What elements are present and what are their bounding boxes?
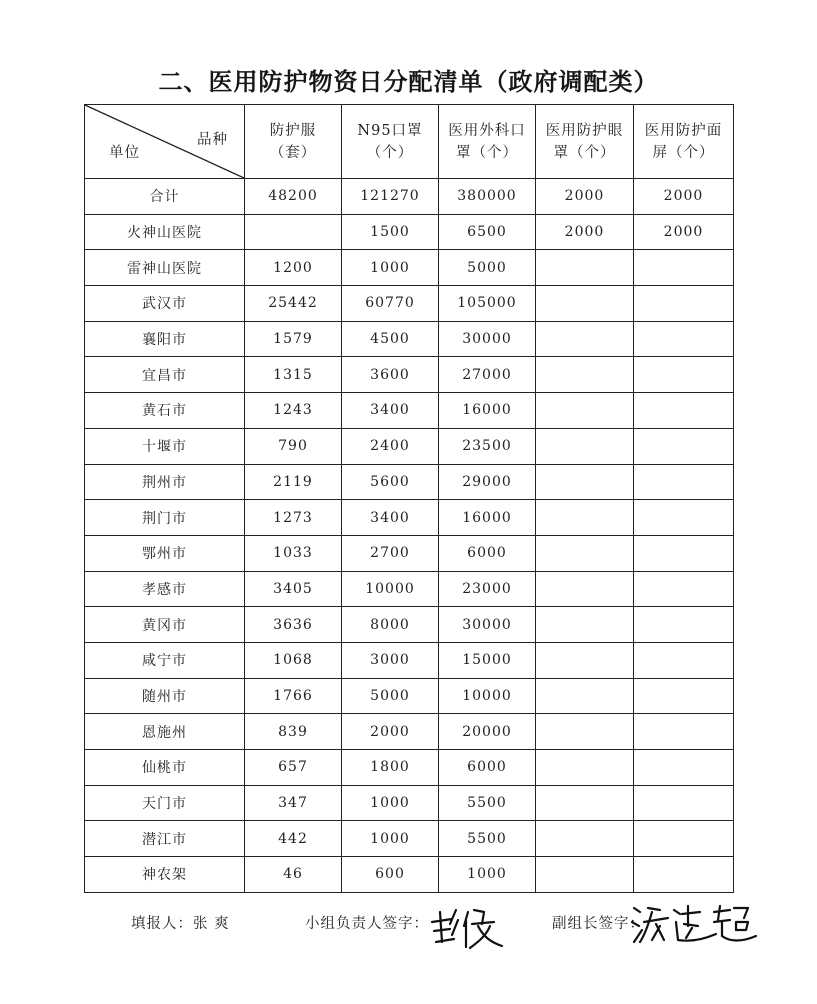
value-cell <box>634 642 734 678</box>
value-cell: 3000 <box>342 642 439 678</box>
table-row <box>85 214 734 250</box>
value-cell: 1000 <box>439 857 536 893</box>
table-row <box>85 428 734 464</box>
value-cell: 6000 <box>439 535 536 571</box>
value-cell: 1243 <box>245 393 342 429</box>
value-cell: 20000 <box>439 714 536 750</box>
unit-cell: 武汉市 <box>85 286 245 322</box>
value-cell: 442 <box>245 821 342 857</box>
value-cell <box>536 500 634 536</box>
value-cell: 5500 <box>439 785 536 821</box>
table-row <box>85 464 734 500</box>
unit-cell: 宜昌市 <box>85 357 245 393</box>
table-row <box>85 321 734 357</box>
column-header-line2: 罩（个） <box>456 144 518 161</box>
value-cell: 6500 <box>439 214 536 250</box>
value-cell: 2000 <box>536 214 634 250</box>
value-cell <box>634 535 734 571</box>
value-cell <box>536 607 634 643</box>
column-header-line2: 罩（个） <box>553 144 616 161</box>
value-cell: 839 <box>245 714 342 750</box>
value-cell <box>536 642 634 678</box>
value-cell: 2119 <box>245 464 342 500</box>
column-header <box>439 105 536 179</box>
value-cell: 16000 <box>439 393 536 429</box>
table-row <box>85 179 734 215</box>
footer <box>0 912 817 972</box>
value-cell: 1500 <box>342 214 439 250</box>
value-cell <box>634 821 734 857</box>
column-header-line2: （个） <box>366 144 414 161</box>
unit-cell: 合计 <box>85 179 245 215</box>
column-header <box>342 105 439 179</box>
value-cell: 5000 <box>342 678 439 714</box>
column-header <box>536 105 634 179</box>
table-row <box>85 286 734 322</box>
value-cell: 15000 <box>439 642 536 678</box>
value-cell <box>634 286 734 322</box>
value-cell: 121270 <box>342 179 439 215</box>
table-row <box>85 393 734 429</box>
value-cell <box>634 357 734 393</box>
table-row <box>85 750 734 786</box>
value-cell <box>536 750 634 786</box>
unit-cell: 孝感市 <box>85 571 245 607</box>
value-cell <box>536 571 634 607</box>
column-header-line2: 屏（个） <box>652 144 715 161</box>
value-cell: 5600 <box>342 464 439 500</box>
value-cell: 60770 <box>342 286 439 322</box>
value-cell <box>536 535 634 571</box>
value-cell: 2000 <box>634 214 734 250</box>
value-cell: 105000 <box>439 286 536 322</box>
value-cell: 1766 <box>245 678 342 714</box>
value-cell: 1200 <box>245 250 342 286</box>
value-cell: 2000 <box>536 179 634 215</box>
value-cell <box>536 393 634 429</box>
value-cell: 1315 <box>245 357 342 393</box>
unit-cell: 鄂州市 <box>85 535 245 571</box>
value-cell: 3600 <box>342 357 439 393</box>
value-cell: 3636 <box>245 607 342 643</box>
table-row <box>85 535 734 571</box>
value-cell: 8000 <box>342 607 439 643</box>
value-cell: 380000 <box>439 179 536 215</box>
value-cell <box>634 750 734 786</box>
corner-header-cell <box>85 105 245 179</box>
value-cell <box>634 464 734 500</box>
value-cell: 2000 <box>634 179 734 215</box>
unit-cell: 荆门市 <box>85 500 245 536</box>
unit-cell: 黄石市 <box>85 393 245 429</box>
table-body <box>85 179 734 893</box>
page-title: 二、医用防护物资日分配清单（政府调配类） <box>158 68 659 96</box>
value-cell: 4500 <box>342 321 439 357</box>
value-cell <box>634 607 734 643</box>
unit-cell: 恩施州 <box>85 714 245 750</box>
value-cell <box>536 464 634 500</box>
unit-cell: 天门市 <box>85 785 245 821</box>
value-cell <box>634 678 734 714</box>
value-cell: 1273 <box>245 500 342 536</box>
value-cell: 46 <box>245 857 342 893</box>
value-cell: 1068 <box>245 642 342 678</box>
unit-cell: 雷神山医院 <box>85 250 245 286</box>
value-cell <box>634 500 734 536</box>
value-cell <box>634 785 734 821</box>
value-cell <box>634 428 734 464</box>
table-row <box>85 571 734 607</box>
value-cell: 657 <box>245 750 342 786</box>
unit-cell: 襄阳市 <box>85 321 245 357</box>
value-cell: 30000 <box>439 321 536 357</box>
table-row <box>85 857 734 893</box>
filler-label: 填报人：张 爽 <box>131 916 230 932</box>
value-cell <box>634 857 734 893</box>
value-cell: 1000 <box>342 785 439 821</box>
unit-cell: 黄冈市 <box>85 607 245 643</box>
column-header-line1: 医用防护面 <box>644 122 723 139</box>
value-cell: 5000 <box>439 250 536 286</box>
value-cell: 23500 <box>439 428 536 464</box>
table-row <box>85 821 734 857</box>
value-cell: 6000 <box>439 750 536 786</box>
leader-signature <box>428 902 508 952</box>
value-cell: 2700 <box>342 535 439 571</box>
value-cell: 27000 <box>439 357 536 393</box>
column-header-line2: （套） <box>269 144 317 161</box>
column-header-line1: 防护服 <box>269 122 317 139</box>
value-cell <box>536 714 634 750</box>
value-cell: 1000 <box>342 250 439 286</box>
deputy-signature <box>630 896 760 954</box>
table-row <box>85 357 734 393</box>
value-cell <box>536 785 634 821</box>
value-cell: 23000 <box>439 571 536 607</box>
table-row <box>85 250 734 286</box>
value-cell: 1000 <box>342 821 439 857</box>
table-row <box>85 714 734 750</box>
value-cell: 2000 <box>342 714 439 750</box>
table-row <box>85 607 734 643</box>
unit-cell: 神农架 <box>85 857 245 893</box>
value-cell: 10000 <box>439 678 536 714</box>
column-header-line1: 医用外科口 <box>448 122 526 139</box>
unit-cell: 咸宁市 <box>85 642 245 678</box>
unit-cell: 潜江市 <box>85 821 245 857</box>
value-cell <box>245 214 342 250</box>
corner-header-unit: 单位 <box>109 145 140 161</box>
value-cell <box>634 250 734 286</box>
value-cell: 1579 <box>245 321 342 357</box>
table-row <box>85 642 734 678</box>
unit-cell: 十堰市 <box>85 428 245 464</box>
value-cell: 3400 <box>342 500 439 536</box>
value-cell: 3405 <box>245 571 342 607</box>
value-cell: 10000 <box>342 571 439 607</box>
value-cell <box>634 571 734 607</box>
deputy-sign-label: 副组长签字： <box>552 916 645 932</box>
value-cell <box>536 321 634 357</box>
value-cell: 3400 <box>342 393 439 429</box>
allocation-table <box>84 104 734 893</box>
value-cell <box>634 393 734 429</box>
value-cell: 347 <box>245 785 342 821</box>
corner-header-category: 品种 <box>197 132 228 148</box>
value-cell <box>536 357 634 393</box>
table-row <box>85 678 734 714</box>
value-cell <box>634 321 734 357</box>
value-cell <box>536 286 634 322</box>
unit-cell: 仙桃市 <box>85 750 245 786</box>
value-cell: 600 <box>342 857 439 893</box>
value-cell <box>536 821 634 857</box>
column-header-line1: 医用防护眼 <box>545 122 624 139</box>
table-row <box>85 785 734 821</box>
value-cell <box>536 857 634 893</box>
value-cell <box>536 678 634 714</box>
column-header <box>245 105 342 179</box>
column-header-line1: N95口罩 <box>357 122 423 139</box>
value-cell: 1033 <box>245 535 342 571</box>
value-cell: 790 <box>245 428 342 464</box>
unit-cell: 荆州市 <box>85 464 245 500</box>
unit-cell: 火神山医院 <box>85 214 245 250</box>
value-cell: 29000 <box>439 464 536 500</box>
value-cell: 5500 <box>439 821 536 857</box>
value-cell <box>634 714 734 750</box>
value-cell: 16000 <box>439 500 536 536</box>
value-cell <box>536 250 634 286</box>
column-header <box>634 105 734 179</box>
value-cell: 30000 <box>439 607 536 643</box>
unit-cell: 随州市 <box>85 678 245 714</box>
value-cell <box>536 428 634 464</box>
table-header-row <box>85 105 734 179</box>
table-row <box>85 500 734 536</box>
value-cell: 1800 <box>342 750 439 786</box>
value-cell: 25442 <box>245 286 342 322</box>
leader-sign-label: 小组负责人签字： <box>305 916 429 932</box>
value-cell: 2400 <box>342 428 439 464</box>
value-cell: 48200 <box>245 179 342 215</box>
